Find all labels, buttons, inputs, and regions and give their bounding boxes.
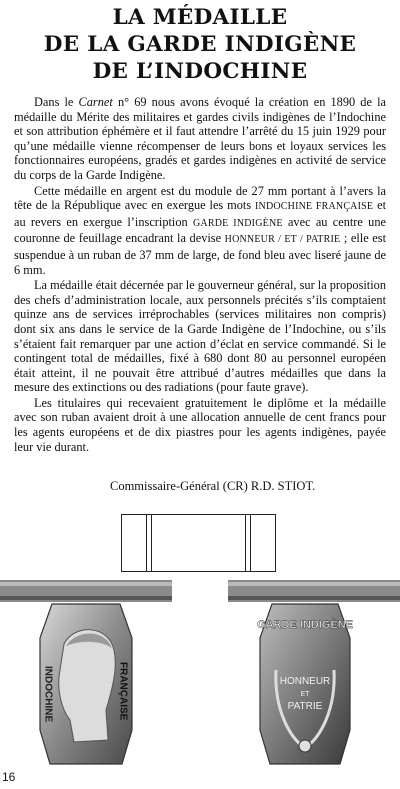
signature: Commissaire-Général (CR) R.D. STIOT.: [110, 479, 316, 493]
medal-obverse: [0, 580, 172, 764]
medal-bottom-ornament: [299, 740, 311, 752]
medal-left-text: INDOCHINE: [42, 666, 54, 723]
ribbon-stripe-left: [146, 515, 152, 571]
ribbon-illustration: [121, 514, 276, 572]
medal-reverse: [228, 580, 400, 764]
medal-right-text: FRANÇAISE: [117, 662, 129, 721]
text-span: ; elle est suspendue à un ruban de 37 mm de large, de fond bleu avec liseré jaune de 6 mm.: [14, 231, 387, 277]
small-caps-text: GARDE INDIGÈNE: [192, 217, 283, 229]
carnet-italic: Carnet: [78, 95, 113, 109]
text-span: avec au centre une couronne de feuillage encadrant la devise: [14, 214, 386, 246]
paragraph-4: Les titulaires qui recevaient gratuitement le diplôme et la médaille avec son ruban avaient droit à une allocation annuelle de cent francs pour les agents européens et de dix piastres pour les agents indigènes, payée leur vie durant.: [14, 395, 386, 454]
paragraph-2: [14, 184, 386, 278]
article-body: [14, 95, 386, 455]
paragraph-1: [14, 95, 386, 183]
page-number: 16: [2, 770, 16, 784]
medal-motto-3: PATRIE: [287, 701, 323, 712]
medal-motto-2: ET: [300, 691, 310, 698]
small-caps-text: INDOCHINE FRANÇAISE: [255, 201, 374, 213]
paragraph-3: La médaille était décernée par le gouverneur général, sur la proposition des chefs d’administration locale, aux personnels précités s’ils comptaient quinze ans de services irréprochables (services militaires non compris) dont six ans dans le service de la Garde Indigène de l’Indochine, ou s’ils s’étaient fait remarquer par une action d’éclat en service commandé. Si le contingent total de médailles, fixé à 680 dont 80 au personnel européen était atteint, il ne pouvait être attribué d’autres médailles que dans la mesure des extinctions ou des radiations (pour faute grave).: [14, 278, 386, 395]
medals-illustration: [0, 580, 400, 780]
article-title: [0, 4, 400, 85]
text-span: Cette médaille en argent est du module de 27 mm portant à l’avers la tête de la République avec en exergue les mots: [14, 183, 386, 213]
title-line-3: DE L’INDOCHINE: [92, 59, 308, 84]
text-span: Dans le: [34, 95, 79, 109]
text-span: n° 69 nous avons évoqué la création en 1890 de la médaille du Mérite des militaires et gardes civils indigènes de l’Indochine et son attribution éphémère et il faut attendre l’arrêté du 15 juin 1929 pour qu’une médaille vienne récompenser de leurs bons et loyaux services les fonctionnaires européens, gradés et gardes indigènes en activité de service du corps de la Garde Indigène.: [14, 95, 386, 182]
small-caps-text: HONNEUR / ET / PATRIE: [224, 234, 341, 246]
medal-motto-1: HONNEUR: [279, 676, 331, 687]
title-line-2: DE LA GARDE INDIGÈNE: [43, 32, 357, 57]
medal-top-text: GARDE INDIGÈNE: [257, 619, 353, 631]
text-span: et au revers en exergue l’inscription: [14, 198, 387, 229]
ribbon-stripe-right: [245, 515, 251, 571]
title-line-1: LA MÉDAILLE: [112, 5, 288, 30]
